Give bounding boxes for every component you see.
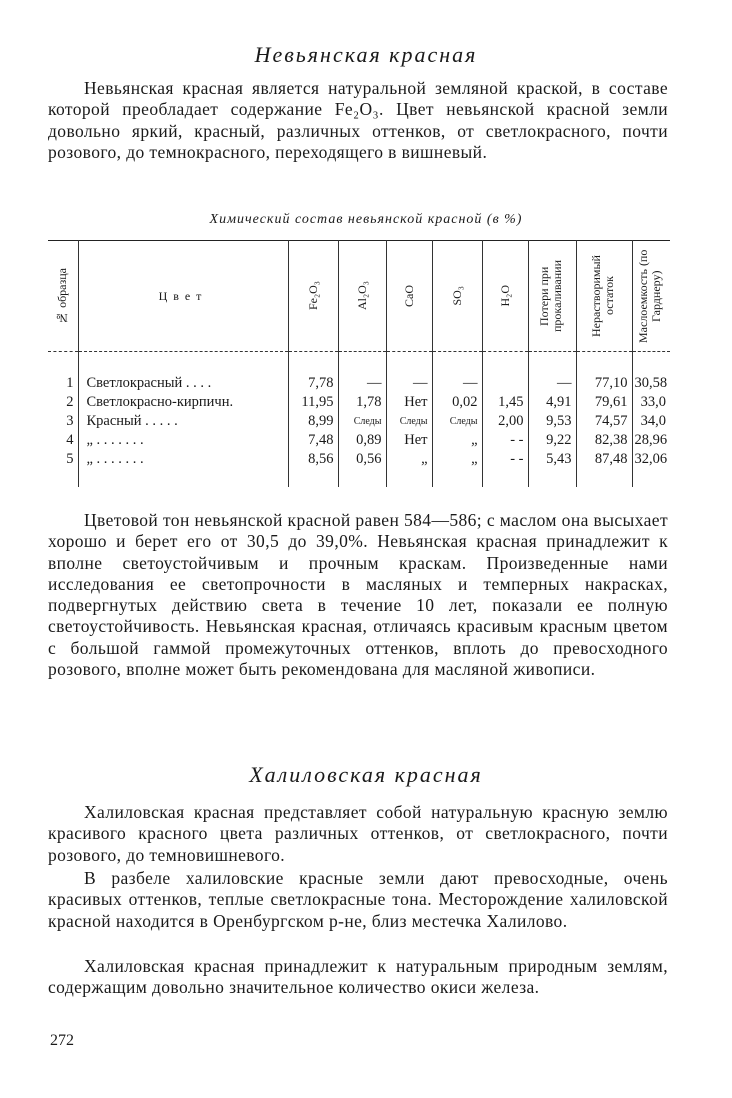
header-sample-number: № образца bbox=[48, 241, 78, 352]
page-number: 272 bbox=[50, 1032, 74, 1049]
header-h2o: H₂O bbox=[482, 241, 528, 352]
header-oil-absorption: Маслоемкость (по Гарднеру) bbox=[632, 241, 670, 352]
table-caption: Химический состав невьянской красной (в %) bbox=[209, 212, 523, 227]
header-al2o3: Al₂O₃ bbox=[338, 241, 386, 352]
header-ignition-loss: Потери при прокаливании bbox=[528, 241, 576, 352]
table-row: 5 „ . . . . . . . 8,56 0,56 „ „ - - 5,43 87,48 32,06 bbox=[48, 450, 670, 469]
table-row: 3 Красный . . . . . 8,99 Следы Следы Следы 2,00 9,53 74,57 34,0 bbox=[48, 412, 670, 431]
header-fe2o3: Fe₂O₃ bbox=[288, 241, 338, 352]
chemical-composition-table bbox=[48, 240, 670, 487]
header-insoluble-residue: Нерастворимый остаток bbox=[576, 241, 632, 352]
header-color: Цвет bbox=[78, 241, 288, 352]
section-heading-khalilovskaya: Халиловская красная bbox=[249, 762, 483, 787]
khalilovskaya-paragraph-2: В разбеле халиловские красные земли дают превосходные, очень красивых оттенков, теплые светлокрасные тона. Месторождение халиловской красной находится в Оренбургском р-не, близ местечка Халилово. bbox=[48, 868, 668, 931]
intro-paragraph: Невьянская красная является натуральной земляной краской, в составе которой преобладает содержание Fe₂O₃. Цвет невьянской красной земли довольно яркий, красный, различных оттенков, от светлокрасного, почти розового, до темнокрасного, переходящего в вишневый. bbox=[48, 78, 668, 162]
light-fastness-paragraph: Цветовой тон невьянской красной равен 584—586; с маслом она высыхает хорошо и берет его от 30,5 до 39,0%. Невьянская красная принадлежит к вполне светоустойчивым и прочным краскам. Произведенные нами исследования ее светопрочности в масляных и темперных накрасках, подвергнутых действию света в течение 10 лет, показали ее полную светоустойчивость. Невьянская красная, отличаясь красивым красным цветом с большой гаммой промежуточных оттенков, вплоть до превосходного розового, вполне может быть рекомендована для масляной живописи. bbox=[48, 510, 668, 680]
table-header-row bbox=[48, 241, 670, 352]
header-so3: SO₃ bbox=[432, 241, 482, 352]
section-heading-nevyanskaya: Невьянская красная bbox=[254, 42, 478, 67]
table-row: 2 Светлокрасно-кирпичн. 11,95 1,78 Нет 0,02 1,45 4,91 79,61 33,0 bbox=[48, 393, 670, 412]
khalilovskaya-paragraph-3: Халиловская красная принадлежит к натуральным природным землям, содержащим довольно значительное количество окиси железа. bbox=[48, 956, 668, 998]
header-cao: CaO bbox=[386, 241, 432, 352]
table-row: 4 „ . . . . . . . 7,48 0,89 Нет „ - - 9,22 82,38 28,96 bbox=[48, 431, 670, 450]
table-row: 1 Светлокрасный . . . . 7,78 — — — — 77,10 30,58 bbox=[48, 374, 670, 393]
khalilovskaya-paragraph-1: Халиловская красная представляет собой натуральную красную землю красивого красного цвета различных оттенков, от светлокрасного, почти розового, до темновишневого. bbox=[48, 802, 668, 865]
